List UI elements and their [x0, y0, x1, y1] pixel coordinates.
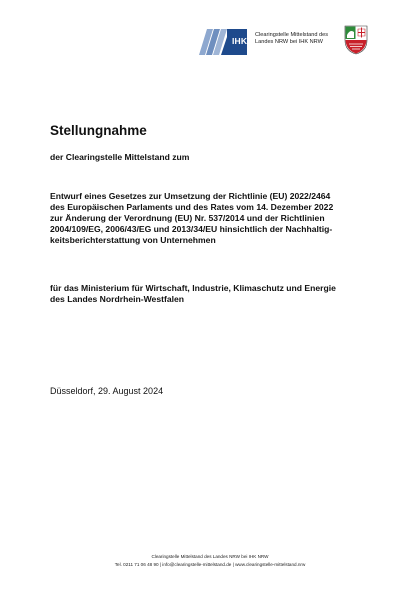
subject-line: zur Änderung der Verordnung (EU) Nr. 537/2014 und der Richtlinien — [50, 212, 325, 223]
recipient-line: des Landes Nordrhein-Westfalen — [50, 294, 185, 305]
org-line-2: Landes NRW bei IHK NRW — [255, 38, 323, 45]
ihk-label: IHK — [232, 36, 248, 46]
org-line-1: Clearingstelle Mittelstand des — [255, 32, 329, 38]
subject-line: Entwurf eines Gesetzes zur Umsetzung der Richtlinie (EU) 2022/2464 — [50, 191, 331, 201]
footer-line-2: Tel. 0211 71 06 48 90 | info@clearingstelle-mittelstand.de | www.clearingstelle-mittelstand.nrw — [114, 561, 306, 567]
nrw-crest-icon — [344, 25, 368, 55]
document-title: Stellungnahme — [50, 123, 147, 138]
subject-line: keitsberichterstattung von Unternehmen — [50, 234, 216, 245]
document-recipient — [50, 283, 380, 306]
page-footer — [0, 553, 420, 568]
letterhead — [197, 27, 397, 61]
document-subtitle: der Clearingstelle Mittelstand zum — [50, 152, 190, 162]
document-date: Düsseldorf, 29. August 2024 — [50, 386, 164, 396]
subject-line: 2004/109/EG, 2006/43/EG und 2013/34/EU hinsichtlich der Nachhaltig- — [50, 223, 333, 234]
document-subject — [50, 191, 380, 246]
subject-line: des Europäischen Parlaments und des Rates vom 14. Dezember 2022 — [50, 201, 334, 212]
footer-line-1: Clearingstelle Mittelstand des Landes NRW bei IHK NRW — [151, 554, 269, 559]
recipient-line: für das Ministerium für Wirtschaft, Industrie, Klimaschutz und Energie — [50, 283, 336, 293]
